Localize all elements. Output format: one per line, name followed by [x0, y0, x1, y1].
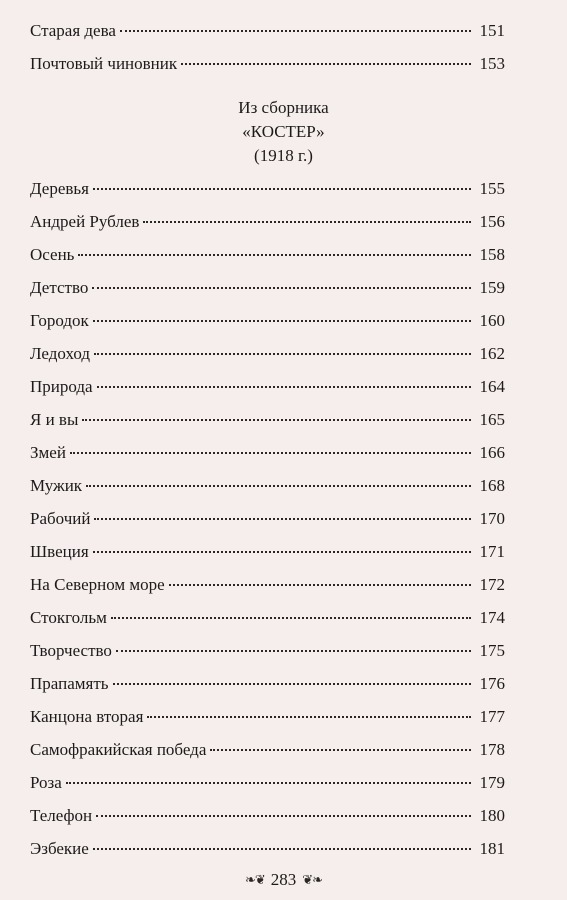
- toc-entry-page: 165: [479, 410, 505, 429]
- toc-entry-title: На Северном море: [30, 575, 165, 594]
- toc-entry-title: Мужик: [30, 476, 83, 495]
- toc-entry: [30, 673, 505, 706]
- toc-entry-page: 176: [479, 674, 505, 693]
- toc-entry: [30, 508, 505, 541]
- toc-entry-title: Телефон: [30, 806, 93, 825]
- toc-entry: [30, 805, 505, 838]
- toc-entry-page: 159: [479, 278, 505, 297]
- ornament-left-icon: ❧❦: [244, 872, 265, 887]
- toc-entry-title: Канцона вторая: [30, 707, 144, 726]
- dot-leader: [210, 749, 471, 751]
- toc-entry: [30, 53, 505, 86]
- toc-entry-page: 156: [479, 212, 505, 231]
- dot-leader: [78, 254, 471, 256]
- toc-entry: [30, 574, 505, 607]
- toc-entry-title: Старая дева: [30, 21, 116, 40]
- toc-entry-page: 172: [479, 575, 505, 594]
- toc-entry: [30, 211, 505, 244]
- dot-leader: [82, 419, 471, 421]
- toc-entry-title: Деревья: [30, 179, 89, 198]
- toc-entry-page: 162: [479, 344, 505, 363]
- dot-leader: [86, 485, 471, 487]
- toc-entry-page: 151: [479, 21, 505, 40]
- dot-leader: [93, 551, 471, 553]
- toc-entry-title: Осень: [30, 245, 75, 264]
- toc-entry-page: 180: [479, 806, 505, 825]
- dot-leader: [143, 221, 471, 223]
- dot-leader: [92, 287, 471, 289]
- toc-entry-title: Змей: [30, 443, 66, 462]
- toc-entry: [30, 607, 505, 640]
- dot-leader: [120, 30, 471, 32]
- toc-entry-title: Детство: [30, 278, 89, 297]
- toc-entry-page: 178: [479, 740, 505, 759]
- toc-entry-page: 181: [479, 839, 505, 858]
- toc-entry-page: 160: [479, 311, 505, 330]
- toc-entry-title: Прапамять: [30, 674, 109, 693]
- toc-entry-page: 166: [479, 443, 505, 462]
- toc-entry: [30, 20, 505, 53]
- toc-entry: [30, 739, 505, 772]
- toc-entry: [30, 772, 505, 805]
- dot-leader: [97, 386, 471, 388]
- toc-entry-page: 174: [479, 608, 505, 627]
- toc-entry-title: Городок: [30, 311, 89, 330]
- toc-entry-page: 153: [479, 54, 505, 73]
- toc-entry-title: Почтовый чиновник: [30, 54, 178, 73]
- toc-entry-title: Роза: [30, 773, 62, 792]
- toc-entry-title: Швеция: [30, 542, 89, 561]
- section-heading: [0, 96, 567, 168]
- dot-leader: [93, 848, 471, 850]
- toc-entry: [30, 343, 505, 376]
- page-footer: [0, 868, 567, 892]
- toc-top-list: [30, 20, 505, 86]
- toc-entry-title: Рабочий: [30, 509, 91, 528]
- page-number: 283: [270, 870, 297, 889]
- toc-entry-title: Андрей Рублев: [30, 212, 140, 231]
- toc-entry-title: Ледоход: [30, 344, 90, 363]
- toc-entry-page: 177: [479, 707, 505, 726]
- toc-entry: [30, 475, 505, 508]
- dot-leader: [111, 617, 471, 619]
- toc-entry-title: Я и вы: [30, 410, 79, 429]
- toc-entry: [30, 409, 505, 442]
- toc-entry: [30, 178, 505, 211]
- dot-leader: [113, 683, 471, 685]
- toc-entry: [30, 541, 505, 574]
- toc-entry-title: Творчество: [30, 641, 112, 660]
- toc-entry-page: 168: [479, 476, 505, 495]
- toc-entry: [30, 838, 505, 871]
- dot-leader: [94, 518, 471, 520]
- toc-entry: [30, 310, 505, 343]
- toc-entry: [30, 376, 505, 409]
- toc-entry-page: 155: [479, 179, 505, 198]
- dot-leader: [116, 650, 471, 652]
- toc-entry-page: 164: [479, 377, 505, 396]
- toc-entry: [30, 277, 505, 310]
- toc-entry-page: 170: [479, 509, 505, 528]
- dot-leader: [66, 782, 471, 784]
- toc-entry: [30, 640, 505, 673]
- dot-leader: [181, 63, 471, 65]
- toc-entry-title: Природа: [30, 377, 93, 396]
- dot-leader: [93, 188, 471, 190]
- toc-entry-title: Эзбекие: [30, 839, 89, 858]
- toc-entry-page: 158: [479, 245, 505, 264]
- dot-leader: [70, 452, 471, 454]
- toc-main-list: [30, 178, 505, 871]
- section-heading-collection-title: «КОСТЕР»: [242, 122, 325, 141]
- toc-entry: [30, 442, 505, 475]
- section-heading-year: (1918 г.): [254, 146, 313, 165]
- ornament-right-icon: ❦❧: [302, 872, 323, 887]
- dot-leader: [169, 584, 471, 586]
- dot-leader: [147, 716, 471, 718]
- toc-entry-title: Самофракийская победа: [30, 740, 207, 759]
- section-heading-line1: Из сборника: [238, 98, 329, 117]
- dot-leader: [93, 320, 471, 322]
- toc-entry-title: Стокгольм: [30, 608, 107, 627]
- toc-entry-page: 179: [479, 773, 505, 792]
- toc-entry: [30, 244, 505, 277]
- dot-leader: [96, 815, 471, 817]
- toc-entry-page: 175: [479, 641, 505, 660]
- toc-entry-page: 171: [479, 542, 505, 561]
- toc-entry: [30, 706, 505, 739]
- dot-leader: [94, 353, 471, 355]
